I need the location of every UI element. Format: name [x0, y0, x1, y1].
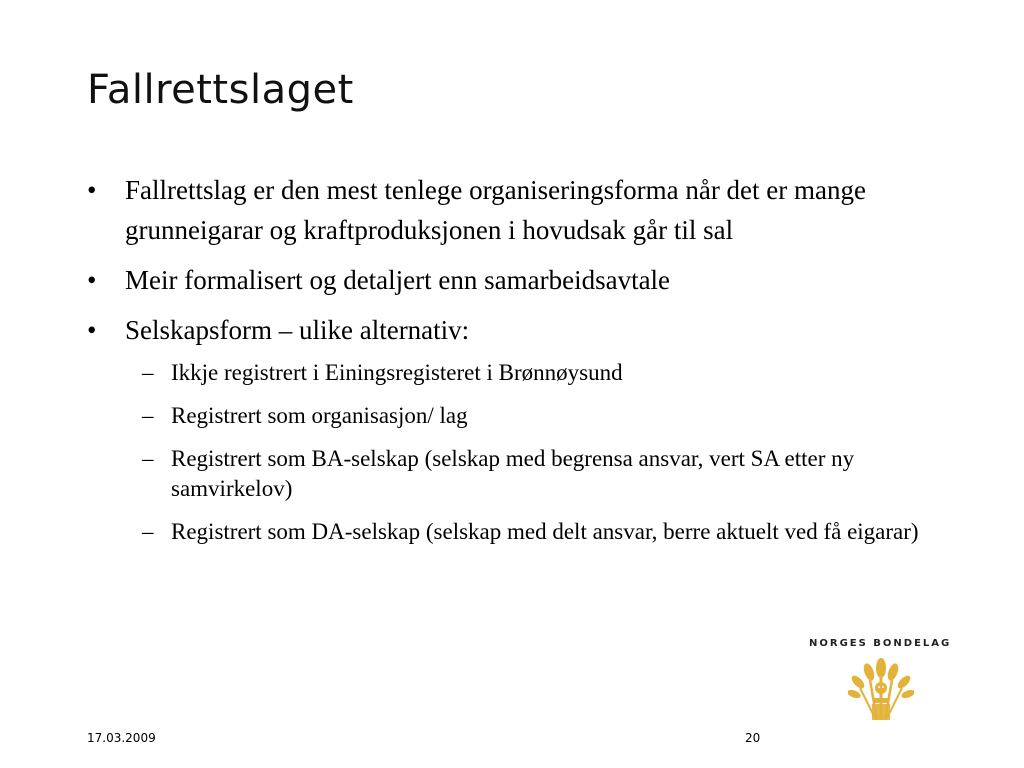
slide-title: Fallrettslaget — [87, 67, 354, 113]
bullet-item — [87, 310, 947, 350]
sub-bullet-marker: – — [142, 519, 154, 544]
sub-bullet-text: Ikkje registrert i Einingsregisteret i Brønnøysund — [171, 360, 623, 385]
sub-bullet-text: Registrert som organisasjon/ lag — [171, 403, 468, 428]
bullet-item — [87, 260, 947, 300]
sub-bullet-list — [87, 358, 947, 547]
bullet-item — [87, 170, 947, 250]
bullet-marker: • — [87, 175, 97, 205]
sub-bullet-marker: – — [142, 360, 154, 385]
page-number: 20 — [745, 731, 761, 745]
bullet-text: Meir formalisert og detaljert enn samarbeidsavtale — [125, 265, 671, 295]
bullet-text: Fallrettslag er den mest tenlege organiseringsforma når det er mange grunneigarar og kraftproduksjonen i hovudsak går til sal — [125, 175, 866, 245]
sub-bullet-marker: – — [142, 403, 154, 428]
sub-bullet-text: Registrert som BA-selskap (selskap med begrensa ansvar, vert SA etter ny samvirkelov) — [171, 446, 855, 501]
wheat-sheaf-icon — [848, 658, 914, 722]
sub-bullet-item — [87, 358, 931, 388]
bullet-marker: • — [87, 265, 97, 295]
footer-date: 17.03.2009 — [87, 731, 156, 745]
sub-bullet-marker: – — [142, 446, 154, 471]
sub-bullet-item — [87, 444, 931, 504]
logo-wordmark: NORGES BONDELAG — [809, 638, 952, 649]
bullet-marker: • — [87, 315, 97, 345]
sub-bullet-text: Registrert som DA-selskap (selskap med delt ansvar, berre aktuelt ved få eigarar) — [171, 519, 919, 544]
bullet-text: Selskapsform – ulike alternativ: — [125, 315, 470, 345]
sub-bullet-item — [87, 401, 931, 431]
sub-bullet-item — [87, 517, 931, 547]
slide-content — [87, 170, 947, 560]
